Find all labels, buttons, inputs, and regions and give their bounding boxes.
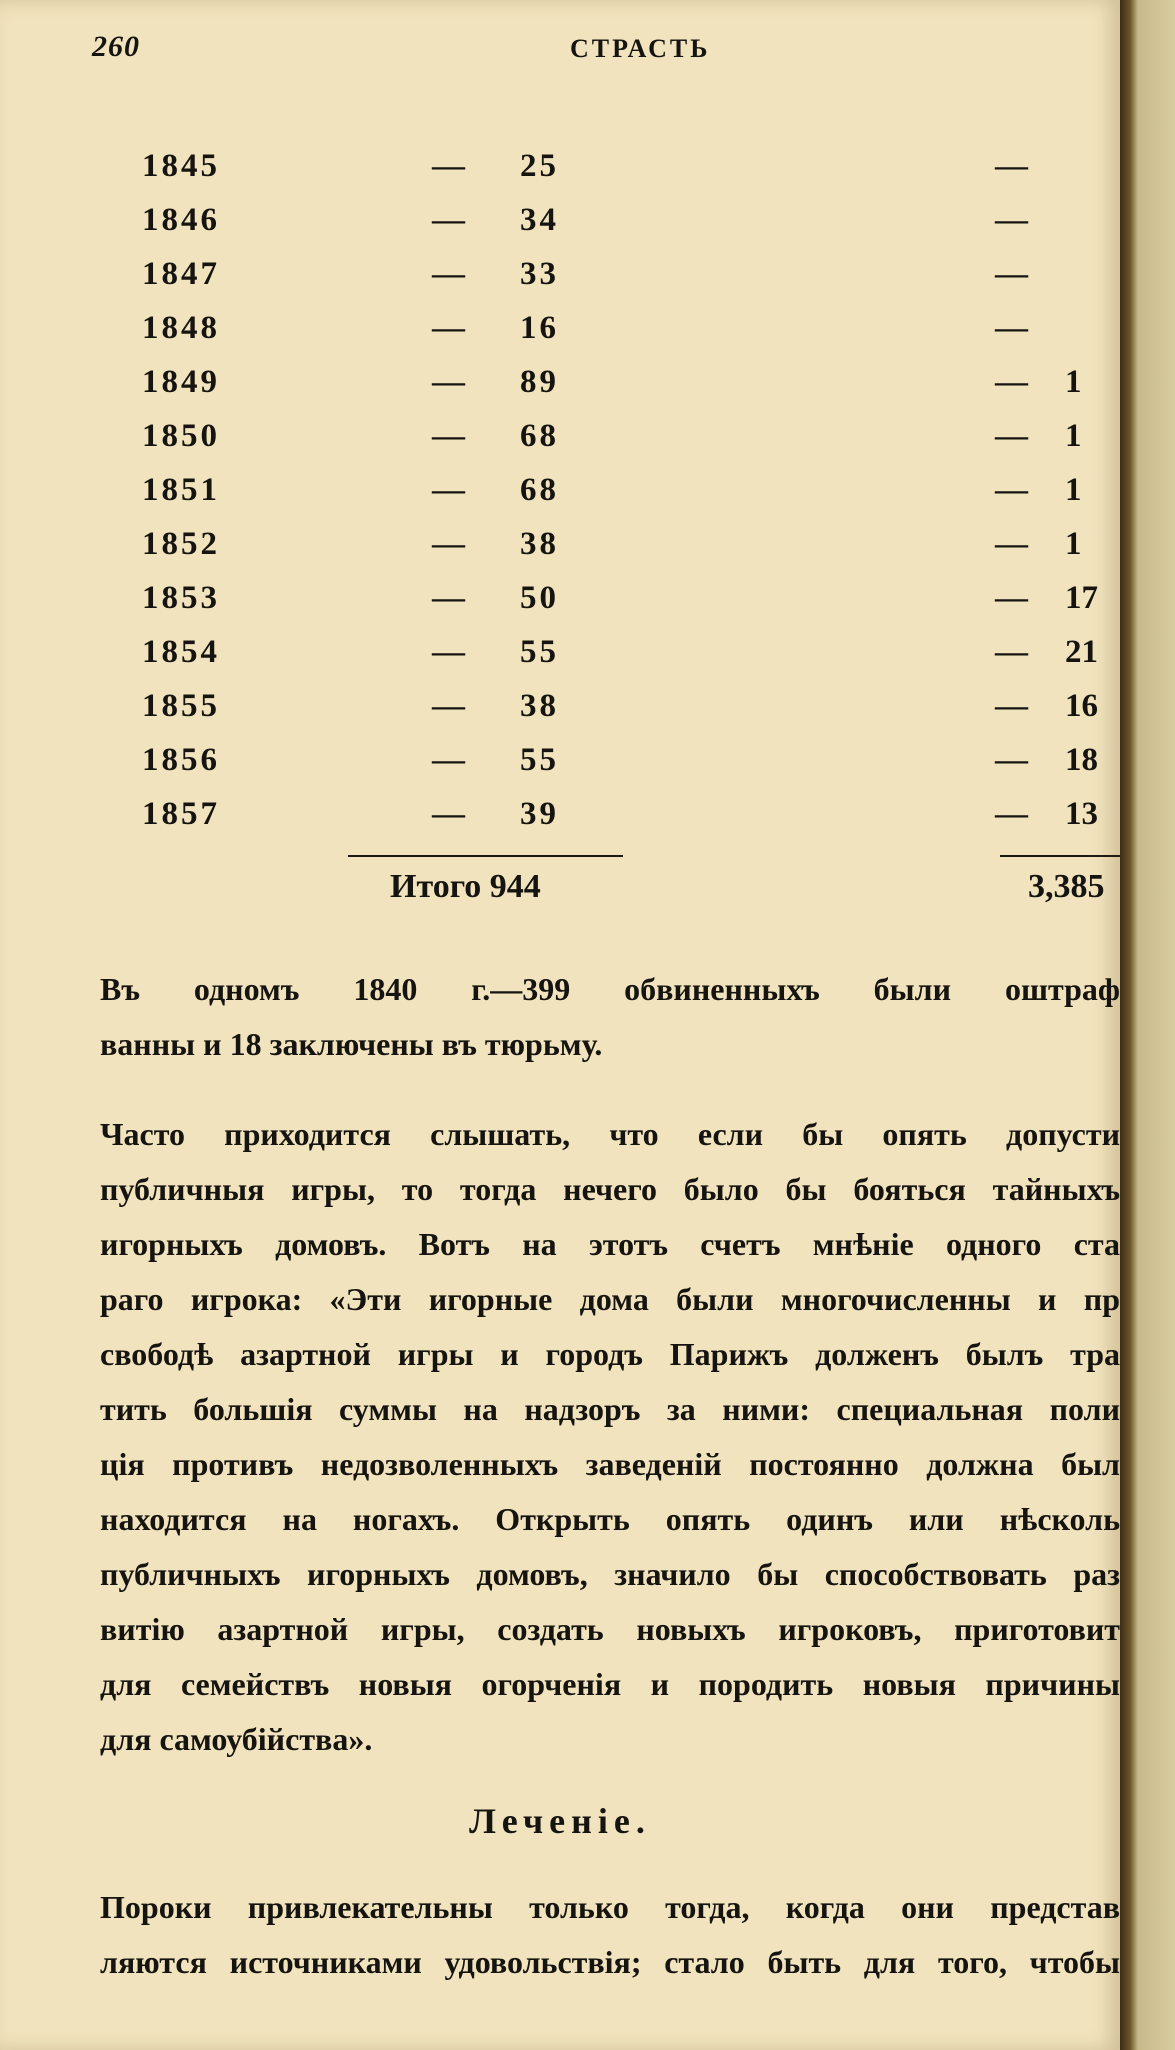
table-row [0,472,1120,522]
dash-cell-right: — [995,418,1028,454]
text-line: Въ одномъ 1840 г.—399 обвиненныхъ были оштраф [100,971,1120,1007]
text-line: находится на ногахъ. Открыть опять одинъ или нѣсколь [100,1501,1120,1537]
count-cell: 68 [520,418,559,454]
text-line: ванны и 18 заключены въ тюрьму. [100,1026,603,1062]
dash-cell-right: — [995,742,1028,778]
dash-cell: — [432,796,465,832]
year-cell: 1848 [142,310,220,346]
year-cell: 1853 [142,580,220,616]
right-value-cell: 1 [1065,364,1082,400]
year-cell: 1851 [142,472,220,508]
book-spine-edge [1120,0,1175,2050]
right-value-cell: 21 [1065,634,1098,670]
text-line: ляются источниками удовольствія; стало быть для того, чтобы [100,1944,1120,1980]
table-row [0,688,1120,738]
year-cell: 1850 [142,418,220,454]
year-cell: 1849 [142,364,220,400]
count-cell: 34 [520,202,559,238]
paragraph-quote [100,1107,1120,1767]
table-row [0,364,1120,414]
table-row [0,580,1120,630]
text-line: публичныхъ игорныхъ домовъ, значило бы способствовать раз [100,1556,1120,1592]
dash-cell-right: — [995,148,1028,184]
right-value-cell: 16 [1065,688,1098,724]
year-cell: 1854 [142,634,220,670]
dash-cell: — [432,148,465,184]
page-number: 260 [92,30,140,63]
dash-cell: — [432,742,465,778]
dash-cell-right: — [995,688,1028,724]
dash-cell-right: — [995,472,1028,508]
year-cell: 1847 [142,256,220,292]
dash-cell-right: — [995,310,1028,346]
year-cell: 1852 [142,526,220,562]
count-cell: 50 [520,580,559,616]
dash-cell: — [432,418,465,454]
dash-cell-right: — [995,796,1028,832]
dash-cell: — [432,256,465,292]
table-row [0,526,1120,576]
count-cell: 55 [520,634,559,670]
dash-cell-right: — [995,364,1028,400]
right-value-cell: 1 [1065,526,1082,562]
paragraph-fines [100,962,1120,1072]
table-row [0,310,1120,360]
text-line: для самоубійства». [100,1721,373,1757]
dash-cell-right: — [995,526,1028,562]
right-value-cell: 13 [1065,796,1098,832]
dash-cell-right: — [995,580,1028,616]
dash-cell: — [432,364,465,400]
dash-cell-right: — [995,634,1028,670]
count-cell: 39 [520,796,559,832]
dash-cell: — [432,202,465,238]
text-line: публичныя игры, то тогда нечего было бы бояться тайныхъ [100,1171,1120,1207]
year-cell: 1846 [142,202,220,238]
year-cell: 1855 [142,688,220,724]
text-line: Пороки привлекательны только тогда, когда они представ [100,1889,1120,1925]
count-cell: 25 [520,148,559,184]
table-row [0,742,1120,792]
dash-cell: — [432,526,465,562]
count-cell: 38 [520,688,559,724]
right-value-cell: 18 [1065,742,1098,778]
table-row [0,202,1120,252]
total-value: 3,385 [1028,868,1105,905]
count-cell: 55 [520,742,559,778]
dash-cell: — [432,688,465,724]
count-cell: 89 [520,364,559,400]
right-value-cell: 1 [1065,472,1082,508]
table-row [0,634,1120,684]
paragraph-treatment [100,1880,1120,1990]
year-cell: 1856 [142,742,220,778]
text-line: Часто приходится слышать, что если бы опять допусти [100,1116,1120,1152]
right-value-cell: 1 [1065,418,1082,454]
dash-cell-right: — [995,202,1028,238]
dash-cell: — [432,580,465,616]
total-rule [348,855,623,857]
total-rule-right [1000,855,1120,857]
table-row [0,418,1120,468]
text-line: для семействъ новыя огорченія и породить новыя причины [100,1666,1120,1702]
section-heading: Леченіе. [469,1801,651,1841]
total-label: Итого 944 [390,868,541,905]
text-line: раго игрока: «Эти игорные дома были многочисленны и пр [100,1281,1120,1317]
right-value-cell: 17 [1065,580,1098,616]
count-cell: 38 [520,526,559,562]
year-cell: 1845 [142,148,220,184]
dash-cell: — [432,472,465,508]
count-cell: 68 [520,472,559,508]
running-head: СТРАСТЬ [570,34,711,63]
year-cell: 1857 [142,796,220,832]
text-line: свободѣ азартной игры и городъ Парижъ долженъ былъ тра [100,1336,1120,1372]
text-line: витію азартной игры, создать новыхъ игроковъ, приготовит [100,1611,1120,1647]
text-line: тить большія суммы на надзоръ за ними: специальная поли [100,1391,1120,1427]
table-row [0,796,1120,846]
table-row [0,256,1120,306]
count-cell: 33 [520,256,559,292]
dash-cell: — [432,634,465,670]
text-line: игорныхъ домовъ. Вотъ на этотъ счетъ мнѣніе одного ста [100,1226,1120,1262]
count-cell: 16 [520,310,559,346]
text-line: ція противъ недозволенныхъ заведеній постоянно должна был [100,1446,1120,1482]
dash-cell: — [432,310,465,346]
table-row [0,148,1120,198]
dash-cell-right: — [995,256,1028,292]
